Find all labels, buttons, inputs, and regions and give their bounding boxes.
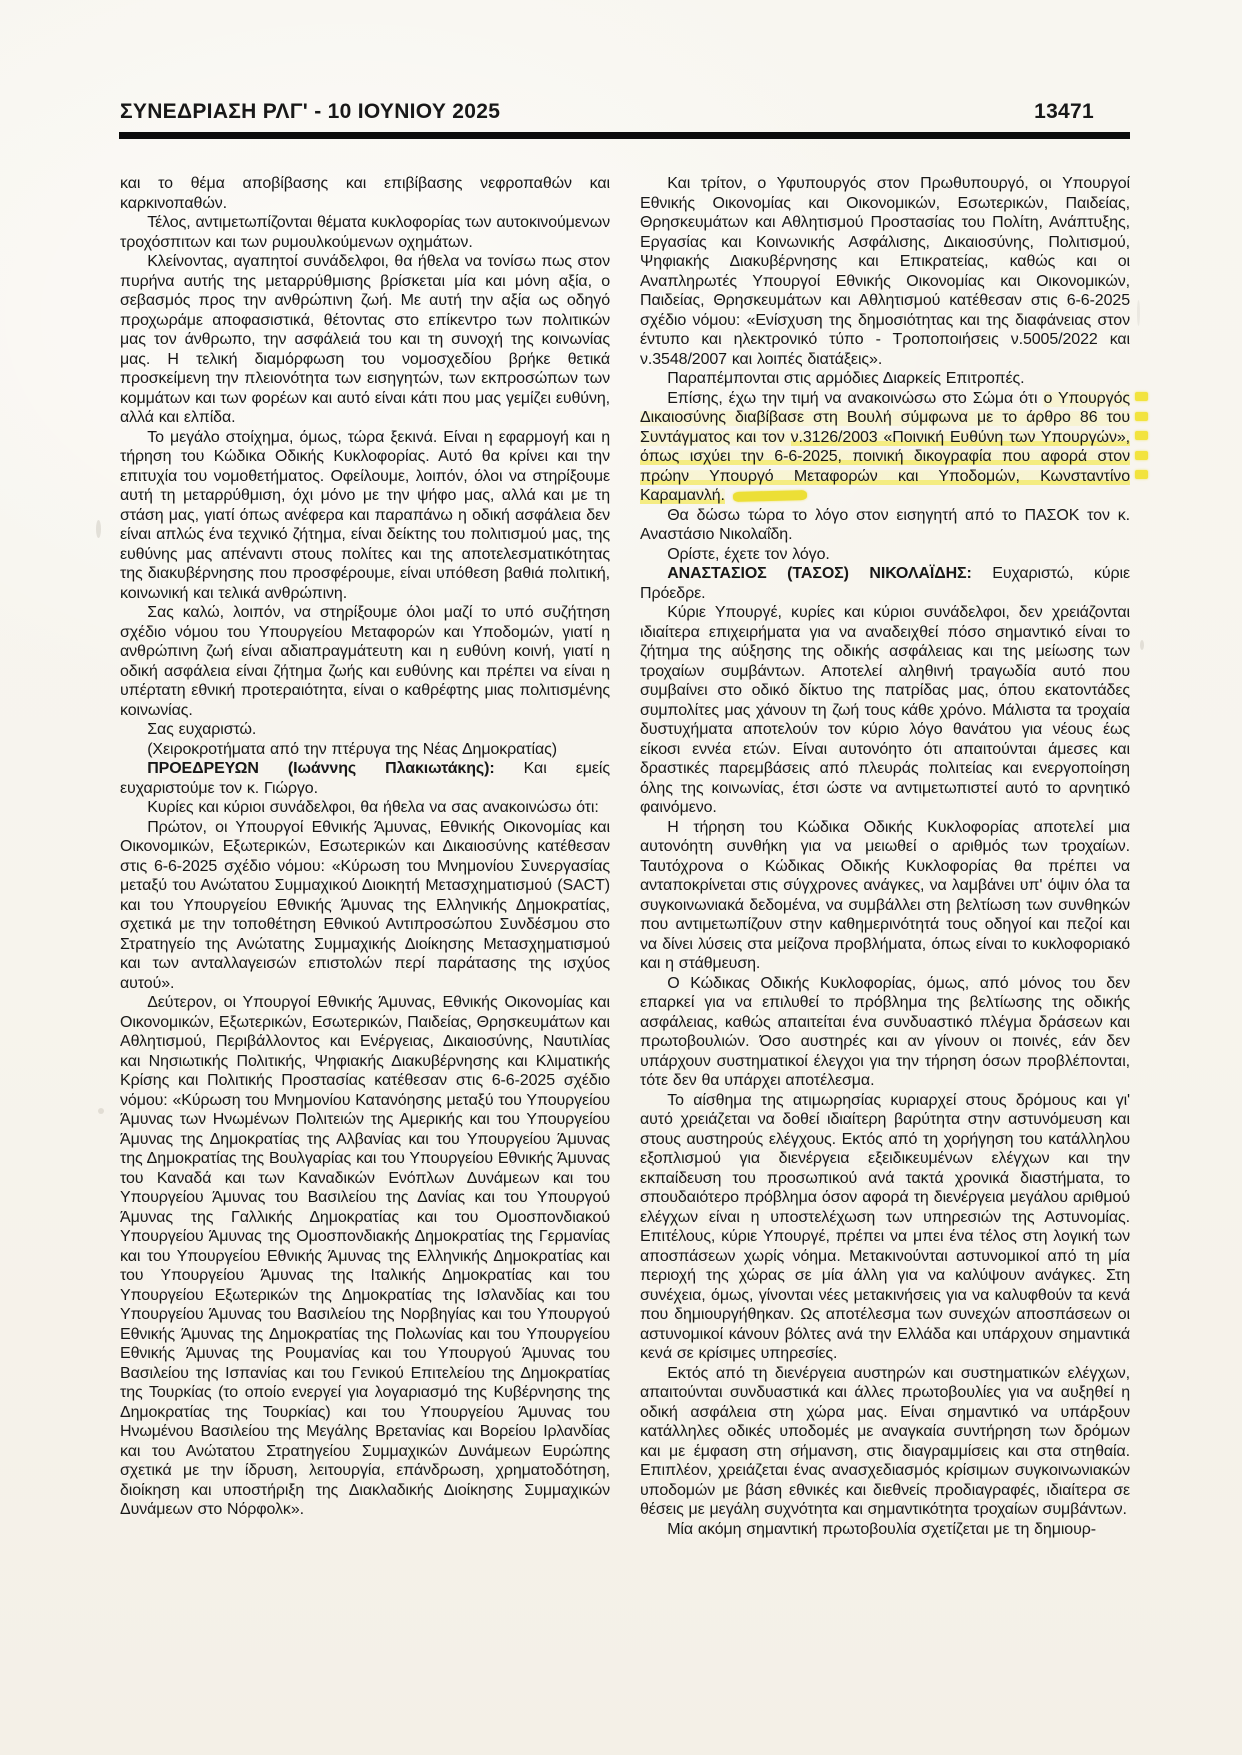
highlighted-text: ν.3126/2003 «Ποινική Ευθύνη των Υπουργών», όπως ισχύει την 6-6-2025, ποινική δικογραφία που αφορά στον πρώην Υπουργό Μεταφορών και Υποδομών, Κωνσταντίνο Καραμανλή. <box>640 428 1130 504</box>
speaker-name: ΠΡΟΕΔΡΕΥΩΝ (Ιωάννης Πλακιωτάκης): <box>147 760 495 777</box>
paragraph: Εκτός από τη διενέργεια αυστηρών και συστηματικών ελέγχων, απαιτούνται συνδυαστικά και άλλες πρωτοβουλίες για να αυξηθεί η οδική ασφάλεια στη χώρα μας. Είναι σημαντικό να υπάρξουν κατάλληλες οδικές υποδομές με αναγκαία συντήρηση των δρόμων και με έμφαση στη σήμανση, στις διαγραμμίσεις και στα στηθαία. Επιπλέον, χρειάζεται ένας ανασχεδιασμός κρίσιμων συγκοινωνιακών υποδομών με βάση εθνικές και διεθνείς προδιαγραφές, ιδιαίτερα σε θέσεις με μεγάλη συχνότητα και σημαντικότητα τροχαίων συμβάντων. <box>640 1364 1130 1518</box>
session-title: ΣΥΝΕΔΡΙΑΣΗ ΡΛΓ' - 10 ΙΟΥΝΙΟΥ 2025 <box>120 100 501 123</box>
paragraph: Δεύτερον, οι Υπουργοί Εθνικής Άμυνας, Εθνικής Οικονομίας και Οικονομικών, Εξωτερικών, Εσωτερικών, Παιδείας, Θρησκευμάτων και Αθλητισμού, Περιβάλλοντος και Ενέργειας, Δικαιοσύνης, Ναυτιλίας και Νησιωτικής Πολιτικής, Ψηφιακής Διακυβέρνησης και Κλιματικής Κρίσης και Πολιτικής Προστασίας κατέθεσαν στις 6-6-2025 σχέδιο νόμου: «Κύρωση του Μνημονίου Κατανόησης μεταξύ του Υπουργείου Άμυνας των Ηνωμένων Πολιτειών της Αμερικής και του Υπουργείου Άμυνας της Δημοκρατίας της Αλβανίας και του Υπουργείου Άμυνας της Δημοκρατίας της Βουλγαρίας και του Υπουργείου Εθνικής Άμυνας του Καναδά και των Καναδικών Ενόπλων Δυνάμεων και του Υπουργείου Άμυνας του Βασιλείου της Δανίας και του Υπουργού Άμυνας της Γαλλικής Δημοκρατίας και του Ομοσπονδιακού Υπουργείου Άμυνας της Ομοσπονδιακής Δημοκρατίας της Γερμανίας και του Υπουργείου Εθνικής Άμυνας της Ελληνικής Δημοκρατίας και του Υπουργείου Άμυνας της Ιταλικής Δημοκρατίας και του Υπουργείου Εξωτερικών της Δημοκρατίας της Ισλανδίας και του Υπουργείου Άμυνας του Βασιλείου της Νορβηγίας και του Υπουργού Εθνικής Άμυνας της Δημοκρατίας της Πολωνίας και του Υπουργείου Εθνικής Άμυνας της Ρουμανίας και του Υπουργού Άμυνας του Βασιλείου της Ισπανίας και του Γενικού Επιτελείου της Δημοκρατίας της Τουρκίας (το οποίο ενεργεί για λογαριασμό της Κυβέρνησης της Δημοκρατίας της Τουρκίας) και του Υπουργείου Άμυνας του Ηνωμένου Βασιλείου της Μεγάλης Βρετανίας και Βορείου Ιρλανδίας και του Ανώτατου Στρατηγείου Συμμαχικών Δυνάμεων Ευρώπης σχετικά με την ίδρυση, λειτουργία, επάνδρωση, χρηματοδότηση, διοίκηση και υποστήριξη της Διακλαδικής Διοίκησης Συμμαχικών Δυνάμεων στο Νόρφολκ». <box>120 994 610 1518</box>
speaker-paragraph <box>120 759 610 798</box>
paragraph: Παραπέμπονται στις αρμόδιες Διαρκείς Επιτροπές. <box>667 370 1025 387</box>
column-left <box>120 174 610 1539</box>
paragraph: Σας ευχαριστώ. <box>147 721 257 738</box>
highlighter-edge-mark <box>1135 431 1148 440</box>
paragraph: Η τήρηση του Κώδικα Οδικής Κυκλοφορίας αποτελεί μια αυτονόητη συνθήκη για να μειωθεί ο αριθμός των τροχαίων. Ταυτόχρονα ο Κώδικας Οδικής Κυκλοφορίας θα πρέπει να ανταποκρίνεται στις σύγχρονες ανάγκες, να λαμβάνει υπ' όψιν όλα τα συγκοινωνιακά δεδομένα, να συμβάλλει στη βελτίωση των συνθηκών που αντιμετωπίζουν στην καθημερινότητά τους οδηγοί και πεζοί και να δίνει λύσεις στα μείζονα προβλήματα, όπως είναι το κυκλοφοριακό και η στάθμευση. <box>640 818 1130 972</box>
scan-artifact <box>1137 300 1140 326</box>
speaker-name: ΑΝΑΣΤΑΣΙΟΣ (ΤΑΣΟΣ) ΝΙΚΟΛΑΪΔΗΣ: <box>667 565 972 582</box>
paragraph: Ορίστε, έχετε τον λόγο. <box>667 545 830 563</box>
paragraph: Τέλος, αντιμετωπίζονται θέματα κυκλοφορίας των αυτοκινούμενων τροχόσπιτων και των ρυμουλκούμενων οχημάτων. <box>120 214 610 251</box>
stage-direction: (Χειροκροτήματα από την πτέρυγα της Νέας Δημοκρατίας) <box>147 740 557 758</box>
paragraph: Θα δώσω τώρα το λόγο στον εισηγητή από το ΠΑΣΟΚ τον κ. Αναστάσιο Νικολαΐδη. <box>640 506 1130 543</box>
highlighter-edge-mark <box>1135 451 1148 460</box>
paragraph: και το θέμα αποβίβασης και επιβίβασης νεφροπαθών και καρκινοπαθών. <box>120 175 610 212</box>
paragraph: Πρώτον, οι Υπουργοί Εθνικής Άμυνας, Εθνικής Οικονομίας και Οικονομικών, Εξωτερικών, Εσωτερικών και Δικαιοσύνης κατέθεσαν στις 6-6-2025 σχέδιο νόμου: «Κύρωση του Μνημονίου Συνεργασίας μεταξύ του Ανώτατου Συμμαχικού Διοικητή Μετασχηματισμού (SACT) και του Υπουργείου Εθνικής Άμυνας της Ελληνικής Δημοκρατίας, σχετικά με την τοποθέτηση Εθνικού Αντιπροσώπου Συνδέσμου στο Στρατηγείο της Ανώτατης Συμμαχικής Διοίκησης Μετασχηματισμού και των ανταλλαγεισών επιστολών περί παράτασης της ισχύος αυτού». <box>120 818 610 992</box>
highlighter-edge-mark <box>1135 392 1148 401</box>
page-header <box>120 100 1130 124</box>
highlighted-text: ο Υπουργός Δικαιοσύνης διαβίβασε στη Βουλή σύμφωνα με το άρθρο 86 του Συντάγματος και τον <box>640 389 1130 446</box>
paragraph: Σας καλώ, λοιπόν, να στηρίξουμε όλοι μαζί το υπό συζήτηση σχέδιο νόμου του Υπουργείου Μεταφορών και Υποδομών, γιατί η ανθρώπινη ζωή είναι αδιαπραγμάτευτη και η ευθύνη κοινή, γιατί η οδική ασφάλεια είναι ζήτημα ζωής και ευθύνης και πρέπει να είναι η υπέρτατη εθνική προτεραιότητα, είναι ο καθρέφτης μιας πολιτισμένης κοινωνίας. <box>120 604 610 719</box>
paragraph: Ο Κώδικας Οδικής Κυκλοφορίας, όμως, από μόνος του δεν επαρκεί για να επιλυθεί το πρόβλημα της βελτίωσης της οδικής ασφάλειας, καθώς απαιτείται ένα συνδυαστικό πλέγμα δράσεων και πρωτοβουλιών. Όσο αυστηρές και αν γίνουν οι ποινές, εάν δεν υπάρχουν συστηματικοί έλεγχοι για την τήρηση όσων προβλέπονται, τότε δεν θα υπάρχει αποτέλεσμα. <box>640 974 1130 1089</box>
announcement-intro: Επίσης, έχω την τιμή να ανακοινώσω στο Σώμα ότι <box>667 389 1044 407</box>
paragraph: Κλείνοντας, αγαπητοί συνάδελφοι, θα ήθελα να τονίσω πως στον πυρήνα αυτής της μεταρρύθμισης βρίσκεται μία και μόνη αξία, ο σεβασμός προς την ανθρώπινη ζωή. Με αυτή την αξία ως οδηγό προχωράμε αποφασιστικά, θέτοντας στο επίκεντρο των πολιτικών μας τον άνθρωπο, την ασφάλειά του και τη συνοχή της κοινωνίας μας. Η τελική διαμόρφωση του νομοσχεδίου βρήκε θετικά προσκείμενη την πλειονότητα των εισηγητών, των εκπροσώπων των κομμάτων και των φορέων και αυτό είναι κάτι που μας γεμίζει ευθύνη, αλλά και ελπίδα. <box>120 253 610 426</box>
page-number: 13471 <box>1034 100 1094 123</box>
scan-artifact <box>96 520 101 538</box>
speech-text: Και εμείς ευχαριστούμε τον κ. Γιώργο. <box>120 760 610 797</box>
scan-artifact <box>98 1108 104 1114</box>
paragraph: Και τρίτον, ο Υφυπουργός στον Πρωθυπουργό, οι Υπουργοί Εθνικής Οικονομίας και Οικονομικών, Εσωτερικών, Παιδείας, Θρησκευμάτων και Αθλητισμού Προστασίας του Πολίτη, Ανάπτυξης, Εργασίας και Κοινωνικής Ασφάλισης, Δικαιοσύνης, Πολιτισμού, Ψηφιακής Διακυβέρνησης και Επικρατείας, καθώς και οι Αναπληρωτές Υπουργοί Εθνικής Οικονομίας και Οικονομικών, Παιδείας, Θρησκευμάτων και Αθλητισμού κατέθεσαν στις 6-6-2025 σχέδιο νόμου: «Ενίσχυση της δημοσιότητας και της διαφάνειας στον έντυπο και ηλεκτρονικό τύπο - Τροποποιήσεις ν.5005/2022 και ν.3548/2007 και λοιπές διατάξεις». <box>640 175 1130 368</box>
paragraph: Κύριε Υπουργέ, κυρίες και κύριοι συνάδελφοι, δεν χρειάζονται ιδιαίτερα επιχειρήματα για να αναδειχθεί πόσο σημαντικό είναι το ζήτημα της αύξησης της οδικής ασφάλειας και της μείωσης των τροχαίων συμβάντων. Αποτελεί αληθινή τραγωδία αυτό που συμβαίνει στο οδικό δίκτυο της πατρίδας μας, όπου εκατοντάδες συμπολίτες μας χάνουν τη ζωή τους κάθε χρόνο. Μάλιστα τα τροχαία δυστυχήματα αποτελούν τον κύριο λόγο θανάτου για νέους έως είκοσι εννέα ετών. Είναι αυτονόητο ότι απαιτούνται άμεσες και δραστικές παρεμβάσεις από πλευράς πολιτείας και ενεργοποίηση όλης της κοινωνίας, έτσι ώστε να αντιμετωπιστεί αυτό το αρνητικό φαινόμενο. <box>640 604 1130 816</box>
paragraph: Κυρίες και κύριοι συνάδελφοι, θα ήθελα να σας ανακοινώσω ότι: <box>147 799 599 816</box>
speech-text: Ευχαριστώ, κύριε Πρόεδρε. <box>640 565 1130 602</box>
paragraph: Το μεγάλο στοίχημα, όμως, τώρα ξεκινά. Είναι η εφαρμογή και η τήρηση του Κώδικα Οδικής Κυκλοφορίας. Αυτό θα κρίνει και την επιτυχία του νομοθετήματος. Οφείλουμε, λοιπόν, όλοι να στηρίξουμε αυτή τη μεταρρύθμιση, όχι μόνο με την ψήφο μας, αλλά και με τη στάση μας, γιατί όπως ανέφερα και παραπάνω η οδική ασφάλεια δεν είναι απλώς ένα τεχνικό ζήτημα, είναι δείκτης του πολιτισμού μας, της ευθύνης μας απέναντι στους πολίτες και της αποτελεσματικότητας της διακυβέρνησης που προσφέρουμε, είναι υπόθεση βαθιά πολιτική, κοινωνική και τελικά ανθρώπινη. <box>120 428 610 602</box>
column-right <box>640 174 1130 1539</box>
paragraph: Μία ακόμη σημαντική πρωτοβουλία σχετίζεται με τη δημιουρ- <box>667 1520 1096 1538</box>
highlighter-squiggle-mark <box>733 490 807 502</box>
paragraph: Το αίσθημα της ατιμωρησίας κυριαρχεί στους δρόμους και γι' αυτό χρειάζεται να δοθεί ιδιαίτερη βαρύτητα στην αστυνόμευση και στους αυστηρούς ελέγχους. Εκτός από τη χορήγηση του κατάλληλου εξοπλισμού για διενέργεια εξειδικευμένων ελέγχων και την εκπαίδευση του προσωπικού ανά τακτά χρονικά διαστήματα, το σπουδαιότερο πρόβλημα όσον αφορά τη διενέργεια μεγάλου αριθμού ελέγχων είναι η υποστελέχωση των υπηρεσιών της Αστυνομίας. Επιτέλους, κύριε Υπουργέ, πρέπει να μπει ένα τέλος στη λογική των αποσπάσεων χωρίς νόημα. Μετακινούνται αστυνομικοί από τη μία περιοχή της χώρας σε μία άλλη για να καλύψουν ανάγκες. Στη συνέχεια, όμως, γίνονται νέες μετακινήσεις για να καλυφθούν τα κενά που δημιουργήθηκαν. Ως αποτέλεσμα των συνεχών αποσπάσεων οι αστυνομικοί κάνουν βόλτες ανά την Ελλάδα και υπάρχουν σημαντικά κενά σε κρίσιμες υπηρεσίες. <box>640 1091 1130 1362</box>
highlighted-announcement <box>640 389 1130 506</box>
scan-artifact <box>1140 640 1144 650</box>
header-rule <box>119 132 1130 139</box>
text-columns <box>120 174 1130 1539</box>
highlighter-edge-mark <box>1135 470 1148 479</box>
highlighter-edge-mark <box>1135 412 1148 421</box>
speaker-paragraph <box>640 564 1130 603</box>
